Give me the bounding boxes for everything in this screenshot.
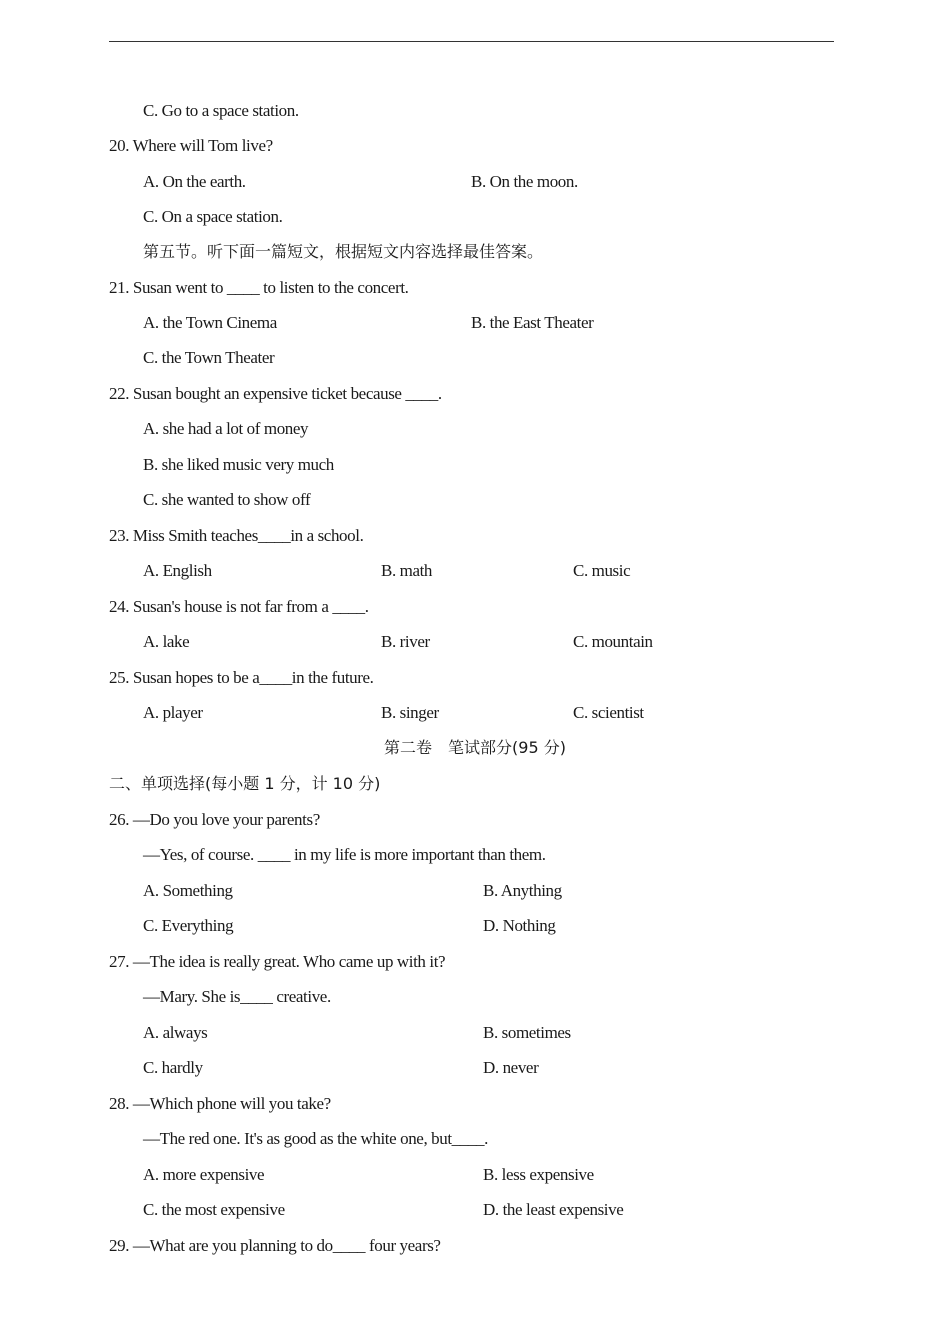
q27-option-b: B. sometimes [483, 1023, 571, 1042]
q22-option-b: B. she liked music very much [143, 455, 334, 474]
q19-option-c: C. Go to a space station. [143, 101, 299, 120]
q27-option-a: A. always [143, 1023, 208, 1042]
q26-option-d: D. Nothing [483, 916, 556, 935]
q22-option-c: C. she wanted to show off [143, 490, 311, 509]
q23-option-a: A. English [143, 561, 212, 580]
q21-stem: 21. Susan went to ____ to listen to the concert. [109, 278, 409, 297]
q20-option-a: A. On the earth. [143, 172, 246, 191]
q20-option-c: C. On a space station. [143, 207, 283, 226]
q26-option-c: C. Everything [143, 916, 234, 935]
q26-option-b: B. Anything [483, 881, 562, 900]
q25-option-c: C. scientist [573, 703, 644, 722]
q24-option-b: B. river [381, 632, 430, 651]
q23-option-b: B. math [381, 561, 433, 580]
q22-stem: 22. Susan bought an expensive ticket because ____. [109, 384, 442, 403]
q24-stem: 24. Susan's house is not far from a ____. [109, 597, 369, 616]
q28-reply: —The red one. It's as good as the white one, but____. [143, 1129, 488, 1148]
q22-option-a: A. she had a lot of money [143, 419, 309, 438]
q21-option-c: C. the Town Theater [143, 348, 275, 367]
q27-option-c: C. hardly [143, 1058, 203, 1077]
section5-heading: 第五节。听下面一篇短文，根据短文内容选择最佳答案。 [143, 242, 544, 261]
part2-title: 第二卷 笔试部分(95 分) [384, 738, 566, 757]
section2-title: 二、单项选择(每小题 1 分，计 10 分) [109, 774, 381, 793]
q28-option-d: D. the least expensive [483, 1200, 624, 1219]
q26-option-a: A. Something [143, 881, 233, 900]
q27-option-d: D. never [483, 1058, 539, 1077]
q21-option-b: B. the East Theater [471, 313, 594, 332]
q28-stem: 28. —Which phone will you take? [109, 1094, 331, 1113]
header-rule [109, 41, 834, 42]
q20-stem: 20. Where will Tom live? [109, 136, 273, 155]
q21-option-a: A. the Town Cinema [143, 313, 277, 332]
q24-option-c: C. mountain [573, 632, 653, 651]
q25-option-a: A. player [143, 703, 203, 722]
q26-reply: —Yes, of course. ____ in my life is more important than them. [143, 845, 546, 864]
q24-option-a: A. lake [143, 632, 190, 651]
q27-reply: —Mary. She is____ creative. [143, 987, 331, 1006]
q29-stem: 29. —What are you planning to do____ four years? [109, 1236, 441, 1255]
q28-option-c: C. the most expensive [143, 1200, 285, 1219]
q28-option-a: A. more expensive [143, 1165, 265, 1184]
q26-stem: 26. —Do you love your parents? [109, 810, 320, 829]
q28-option-b: B. less expensive [483, 1165, 594, 1184]
q27-stem: 27. —The idea is really great. Who came up with it? [109, 952, 446, 971]
q23-option-c: C. music [573, 561, 631, 580]
q20-option-b: B. On the moon. [471, 172, 578, 191]
q25-stem: 25. Susan hopes to be a____in the future. [109, 668, 374, 687]
q23-stem: 23. Miss Smith teaches____in a school. [109, 526, 364, 545]
q25-option-b: B. singer [381, 703, 439, 722]
